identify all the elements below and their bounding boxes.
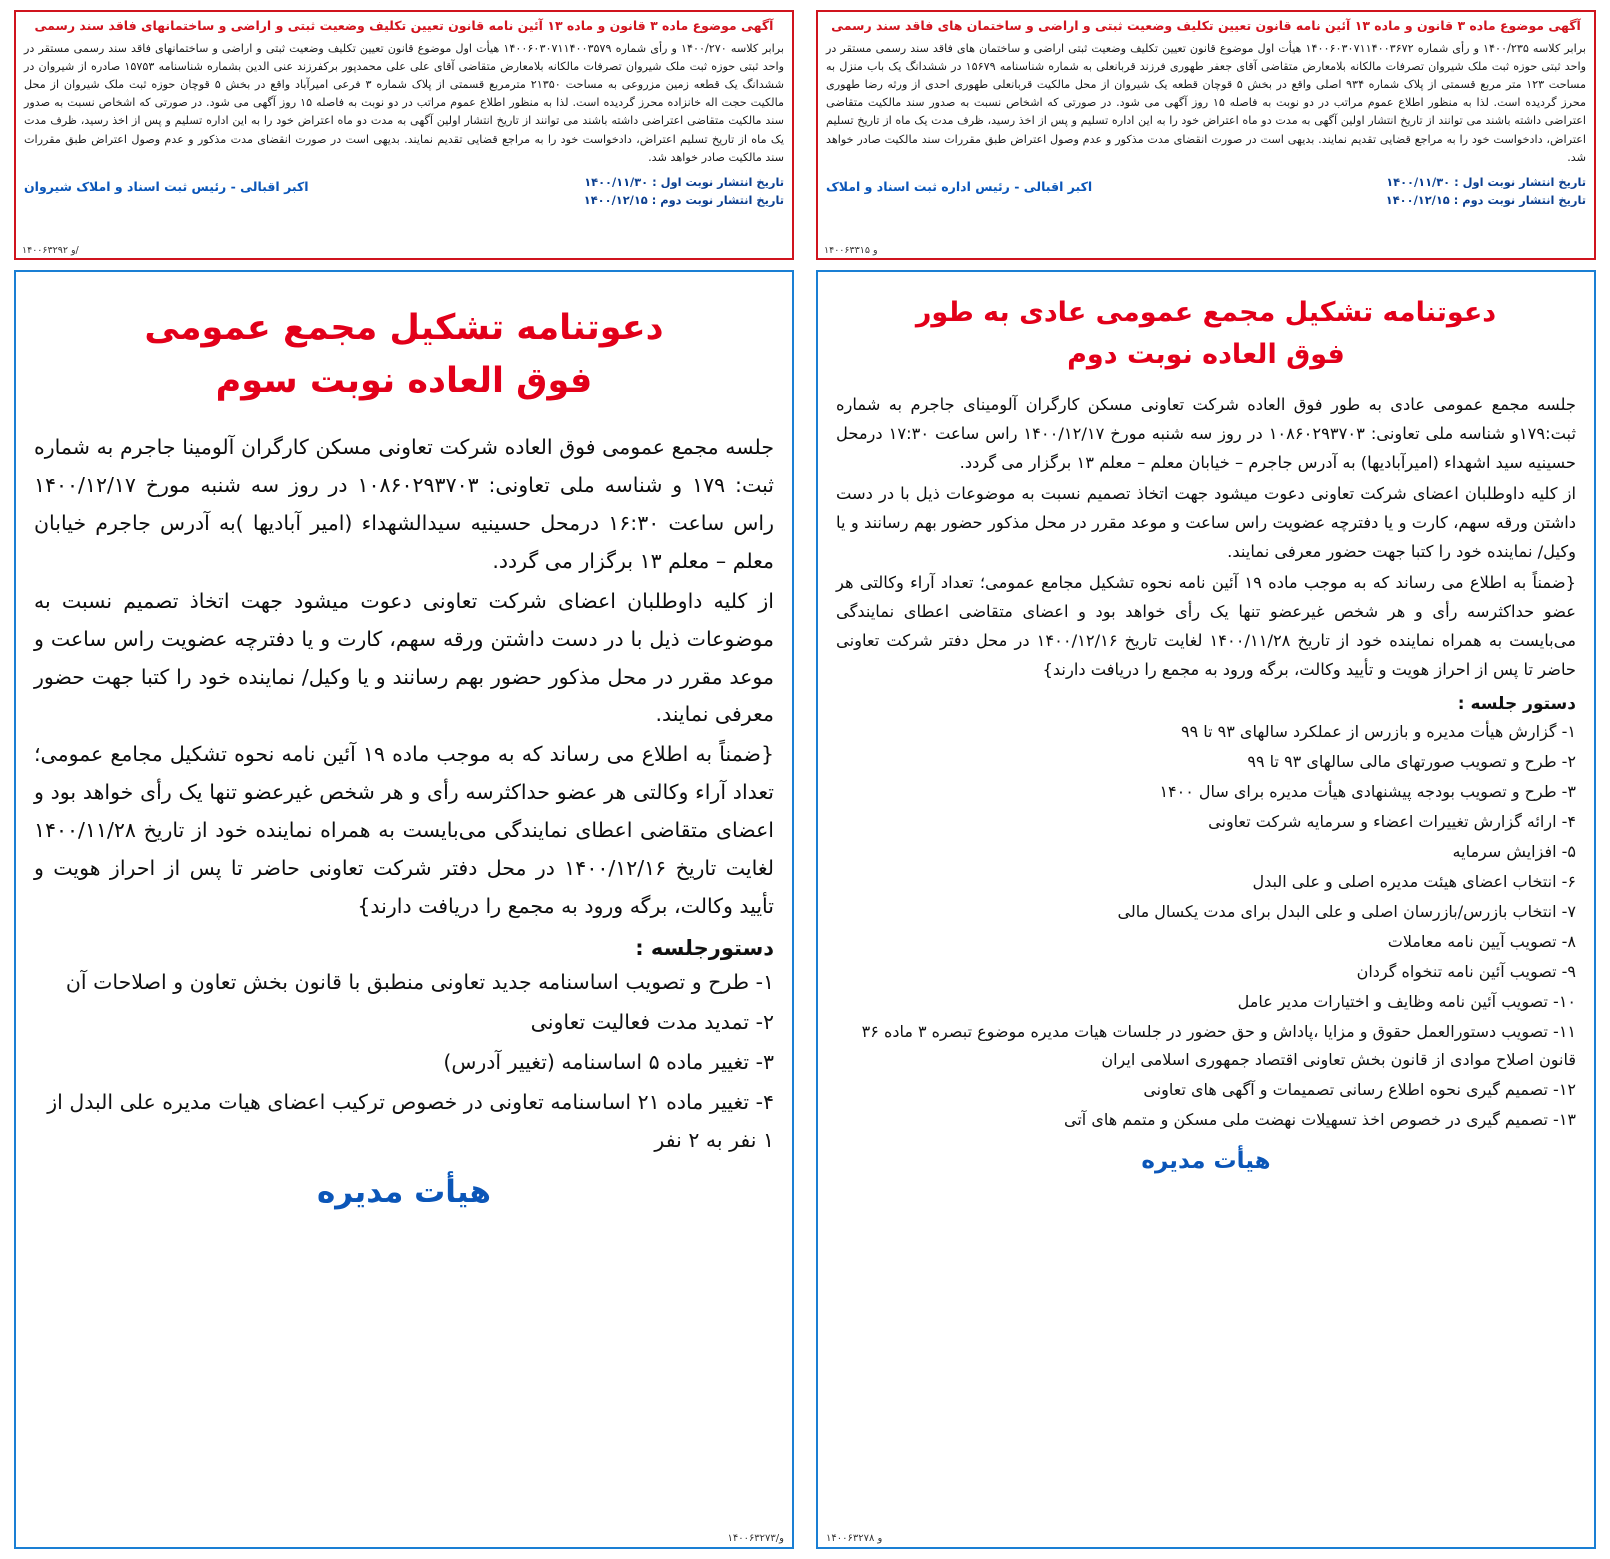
notice-body: [836, 390, 1576, 684]
agenda-item: ۱- گزارش هیأت مدیره و بازرس از عملکرد سالهای ۹۳ تا ۹۹: [1180, 721, 1576, 741]
agenda-item: ۳- طرح و تصویب بودجه پیشنهادی هیأت مدیره برای سال ۱۴۰۰: [1159, 781, 1576, 801]
agenda-item: ۱۰- تصویب آئین نامه وظایف و اختیارات مدیر عامل: [1237, 991, 1576, 1011]
meeting-notice-extraordinary: [14, 270, 794, 1549]
agenda-item: ۱۲- تصمیم گیری نحوه اطلاع رسانی تصمیمات و آگهی های تعاونی: [1143, 1079, 1576, 1099]
legal-notice-dates-col: [584, 173, 784, 210]
legal-notice-body: [24, 40, 784, 167]
notice-paragraph: جلسه مجمع عمومی عادی به طور فوق العاده شرکت تعاونی مسکن کارگران آلومینای جاجرم به شماره ثبت:۱۷۹و شناسه ملی تعاونی: ۱۰۸۶۰۲۹۳۷۰۳ در روز سه شنبه مورخ ۱۴۰۰/۱۲/۱۷ راس ساعت ۱۷:۳۰ درمحل حسینیه سید اشهداء (امیرآبادیها) به آدرس جاجرم – خیابان معلم – معلم ۱۳ برگزار می گردد.: [836, 394, 1576, 472]
agenda-item: ۱۳- تصمیم گیری در خصوص اخذ تسهیلات نهضت ملی مسکن و متمم های آتی: [1064, 1109, 1576, 1129]
agenda-item: ۸- تصویب آیین نامه معاملات: [1387, 931, 1576, 951]
legal-notice-date-second: تاریخ انتشار نوبت دوم : ۱۴۰۰/۱۲/۱۵: [583, 193, 784, 208]
legal-notice-signature: اکبر اقبالی - رئیس اداره ثبت اسناد و املاک: [826, 178, 1093, 194]
notice-paragraph: {ضمناً به اطلاع می رساند که به موجب ماده ۱۹ آئین نامه نحوه تشکیل مجامع عمومی؛ تعداد آراء وکالتی هر عضو حداکثرسه رأی و هر شخص غیرعضو تنها یک رأی خواهد بود و اعضای متقاضی اعطای نمایندگی می‌بایست به همراه نماینده خود از تاریخ ۱۴۰۰/۱۱/۲۸ لغایت تاریخ ۱۴۰۰/۱۲/۱۶ در محل دفتر شرکت تعاونی حاضر تا پس از احراز هویت و تأیید وکالت، برگه ورود به مجمع را دریافت دارند}: [836, 572, 1576, 679]
agenda-heading: دستور جلسه :: [1457, 693, 1576, 714]
legal-notice-signature: اکبر اقبالی - رئیس ثبت اسناد و املاک شیروان: [24, 178, 309, 194]
agenda-item: ۲- طرح و تصویب صورتهای مالی سالهای ۹۳ تا ۹۹: [1247, 751, 1576, 771]
agenda-list: [836, 718, 1576, 1134]
notice-title: [836, 292, 1576, 376]
notice-title-line2: فوق العاده نوبت سوم: [215, 360, 593, 401]
agenda-item: ۳- تغییر ماده ۵ اساسنامه (تغییر آدرس): [443, 1049, 774, 1074]
legal-notice-body-text: برابر کلاسه ۱۴۰۰/۲۷۰ و رأی شماره ۱۴۰۰۶۰۳۰۷۱۱۴۰۰۳۵۷۹ هیأت اول موضوع قانون تعیین تکلیف وضعیت ثبتی و اراضی و ساختمانهای فاقد سند رسمی مستقر در واحد ثبتی حوزه ثبت ملک شیروان تصرفات مالکانه بلامعارض متقاضی آقای علی علی محمدپور برکفرزند عنی الدین بشماره شناسنامه ۱۵۷۵۳ صادره از شیروان در ششدانگ یک قطعه زمین مزروعی به مساحت ۲۱۳۵۰ مترمربع قسمتی از پلاک شماره ۳ فرعی امیرآباد واقع در بخش ۵ قوچان حوزه ثبت ملک شیروان از محل مالکیت حجت اله خانزاده محرز گردیده است. لذا به منظور اطلاع عموم مراتب در دو نوبت به فاصله ۱۵ روز آگهی می شود. در صورتی که اشخاص نسبت به صدور سند مالکیت متقاضی اعتراضی داشته باشند می توانند از تاریخ انتشار اولین آگهی به مدت دو ماه اعتراض خود را به این اداره تسلیم و پس از اخذ رسید، ظرف مدت یک ماه از تاریخ تسلیم اعتراض، دادخواست خود را به مراجع قضایی تقدیم نمایند. بدیهی است در صورت انقضای مدت مذکور و عدم وصول اعتراض طبق مقررات سند مالکیت صادر خواهد شد.: [24, 41, 785, 164]
agenda-item: ۵- افزایش سرمایه: [1452, 841, 1576, 861]
agenda-item: ۱۱- تصویب دستورالعمل حقوق و مزایا ،پاداش و حق حضور در جلسات هیات مدیره موضوع تبصره ۳ ماده ۳۶ قانون اصلاح موادی از قانون بخش تعاونی اقتصاد جمهوری اسلامی ایران: [861, 1021, 1576, 1069]
agenda-item: ۲- تمدید مدت فعالیت تعاونی: [530, 1009, 774, 1034]
legal-notice-dates-col: [1386, 173, 1586, 210]
notice-body: [34, 429, 774, 926]
meeting-notice-ordinary-extraordinary: [816, 270, 1596, 1549]
notice-paragraph: جلسه مجمع عمومی فوق العاده شرکت تعاونی مسکن کارگران آلومینا جاجرم به شماره ثبت: ۱۷۹ و شناسه ملی تعاونی: ۱۰۸۶۰۲۹۳۷۰۳ در روز سه شنبه مورخ ۱۴۰۰/۱۲/۱۷ راس ساعت ۱۶:۳۰ درمحل حسینیه سیدالشهداء (امیر آبادیها )به آدرس جاجرم خیابان معلم – معلم ۱۳ برگزار می گردد.: [34, 435, 774, 573]
agenda-list: [34, 964, 774, 1160]
notice-ref-code: و/۱۴۰۰۶۳۲۷۳: [727, 1533, 784, 1544]
notice-paragraph: از کلیه داوطلبان اعضای شرکت تعاونی دعوت میشود جهت اتخاذ تصمیم نسبت به موضوعات ذیل با در دست داشتن ورقه سهم، کارت و یا دفترچه عضویت راس ساعت و موعد مقرر در محل مذکور حضور بهم رسانند و یا وکیل/ نماینده خود را کتبا جهت حضور معرفی نمایند.: [836, 483, 1576, 561]
legal-notice-date-first: تاریخ انتشار نوبت اول : ۱۴۰۰/۱۱/۳۰: [584, 174, 784, 189]
notice-paragraph: از کلیه داوطلبان اعضای شرکت تعاونی دعوت میشود جهت اتخاذ تصمیم نسبت به موضوعات ذیل با در دست داشتن ورقه سهم، کارت و یا دفترچه عضویت راس ساعت و موعد مقرر در محل مذکور حضور بهم رسانند و یا وکیل/ نماینده خود را کتبا جهت حضور معرفی نمایند.: [34, 588, 774, 727]
legal-notice-date-second: تاریخ انتشار نوبت دوم : ۱۴۰۰/۱۲/۱۵: [1385, 193, 1586, 208]
agenda-item: ۱- طرح و تصویب اساسنامه جدید تعاونی منطبق با قانون بخش تعاون و اصلاحات آن: [65, 969, 774, 994]
notice-paragraph: {ضمناً به اطلاع می رساند که به موجب ماده ۱۹ آئین نامه نحوه تشکیل مجامع عمومی؛ تعداد آراء وکالتی هر عضو حداکثرسه رأی و هر شخص غیرعضو تنها یک رأی خواهد بود و اعضای متقاضی اعطای نمایندگی می‌بایست به همراه نماینده خود از تاریخ ۱۴۰۰/۱۱/۲۸ لغایت تاریخ ۱۴۰۰/۱۲/۱۶ در محل دفتر شرکت تعاونی حاضر تا پس از احراز هویت و تأیید وکالت، برگه ورود به مجمع را دریافت دارند}: [34, 742, 775, 919]
notice-title-line1: دعوتنامه تشکیل مجمع عمومی عادی به طور: [915, 297, 1497, 328]
agenda-item: ۴- ارائه گزارش تغییرات اعضاء و سرمایه شرکت تعاونی: [1208, 811, 1576, 831]
board-signature: هیأت مدیره: [1141, 1147, 1271, 1174]
legal-notice-block: [816, 10, 1596, 260]
notice-title-line2: فوق العاده نوبت دوم: [1067, 338, 1345, 370]
legal-notice-body: [826, 40, 1586, 167]
legal-notice-block: [14, 10, 794, 260]
board-signature: هیأت مدیره: [316, 1173, 492, 1210]
agenda-heading: دستورجلسه :: [635, 935, 774, 960]
legal-notice-title: آگهی موضوع ماده ۳ قانون و ماده ۱۳ آئین نامه قانون تعیین تکلیف وضعیت ثبتی و اراضی و ساختمان های فاقد سند رسمی: [831, 18, 1581, 33]
agenda-item: ۴- تغییر ماده ۲۱ اساسنامه تعاونی در خصوص ترکیب اعضای هیات مدیره علی البدل از ۱ نفر به ۲ نفر: [47, 1089, 774, 1152]
legal-notice-dates: [24, 173, 784, 210]
agenda-item: ۹- تصویب آئین نامه تنخواه گردان: [1356, 961, 1576, 981]
legal-notice-ref-code: و ۱۴۰۰۶۳۳۱۵: [824, 245, 878, 256]
legal-notice-date-first: تاریخ انتشار نوبت اول : ۱۴۰۰/۱۱/۳۰: [1386, 174, 1586, 189]
legal-notice-body-text: برابر کلاسه ۱۴۰۰/۲۳۵ و رأی شماره ۱۴۰۰۶۰۳۰۷۱۱۴۰۰۳۶۷۲ هیأت اول موضوع قانون تعیین تکلیف وضعیت ثبتی اراضی و ساختمان های فاقد سند رسمی مستقر در واحد ثبتی حوزه ثبت ملک شیروان تصرفات مالکانه بلامعارض متقاضی آقای جعفر طهوری فرزند قربانعلی به شماره شناسنامه ۱۵۶۷۹ در ششدانگ یک باب منزل به مساحت ۱۲۳ متر مربع قسمتی از پلاک شماره ۹۳۴ اصلی واقع در بخش ۵ قوچان قطعه یک شیروان از محل مالکیت قربانعلی طهوری احدی از ورثه رضا طهوری محرز گردیده است. لذا به منظور اطلاع عموم مراتب در دو نوبت به فاصله ۱۵ روز آگهی می شود. در صورتی که اشخاص نسبت به صدور سند مالکیت متقاضی اعتراضی داشته باشند می توانند از تاریخ انتشار اولین آگهی به مدت دو ماه اعتراض خود را به این اداره تسلیم و پس از اخذ رسید، ظرف مدت یک ماه از تاریخ تسلیم اعتراض، دادخواست خود را به مراجع قضایی تقدیم نمایند. بدیهی است در صورت انقضای مدت مذکور و عدم وصول اعتراض طبق مقررات سند مالکیت صادر خواهد شد.: [826, 41, 1587, 164]
legal-notice-ref-code: و ۱۴۰۰۶۳۲۹۲/: [22, 245, 79, 256]
agenda-item: ۶- انتخاب اعضای هیئت مدیره اصلی و علی البدل: [1252, 871, 1576, 891]
agenda-item: ۷- انتخاب بازرس/بازرسان اصلی و علی البدل برای مدت یکسال مالی: [1117, 901, 1576, 921]
legal-notice-title: آگهی موضوع ماده ۳ قانون و ماده ۱۳ آئین نامه قانون تعیین تکلیف وضعیت ثبتی و اراضی و ساختمانهای فاقد سند رسمی: [34, 18, 774, 33]
legal-notice-dates: [826, 173, 1586, 210]
notice-ref-code: و ۱۴۰۰۶۳۲۷۸: [826, 1533, 883, 1544]
notice-title-line1: دعوتنامه تشکیل مجمع عمومی: [144, 308, 664, 348]
notice-title: [34, 302, 774, 407]
